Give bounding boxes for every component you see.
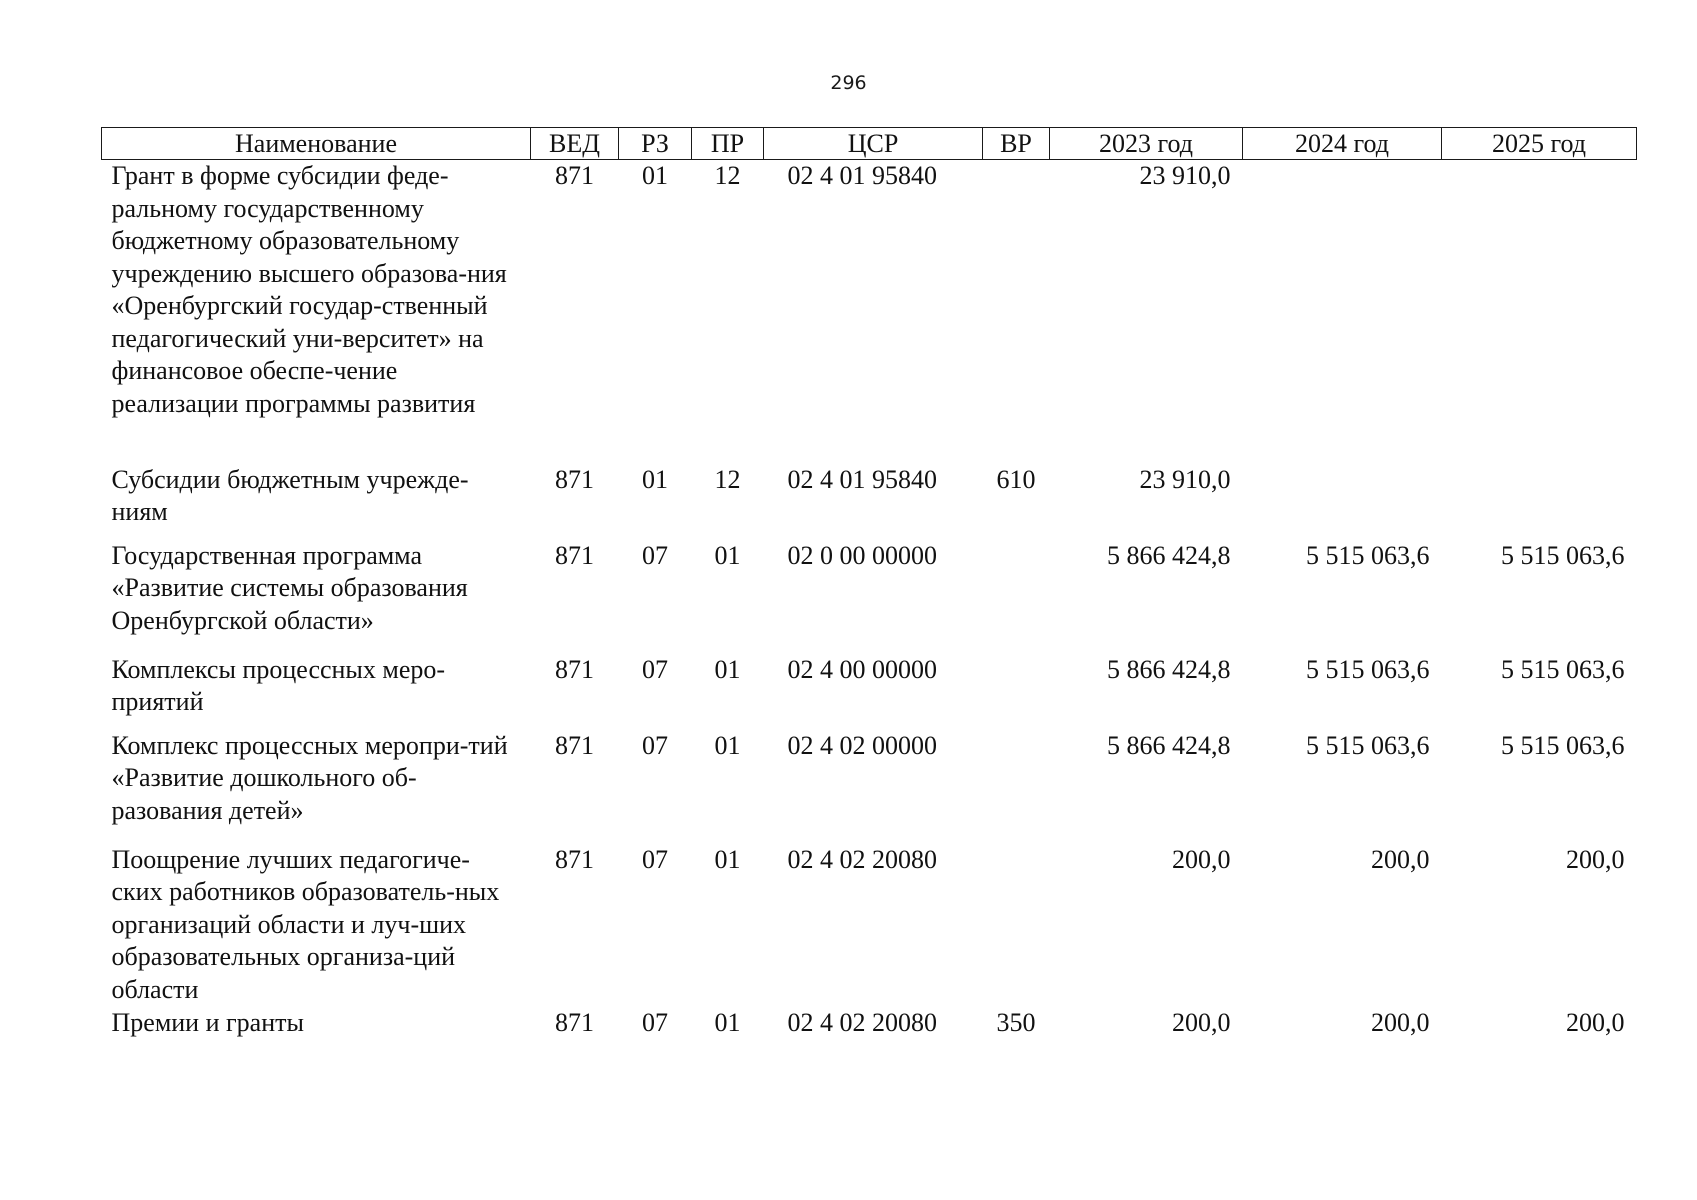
cell-2023: 200,0	[1172, 1007, 1231, 1037]
cell-pr: 01	[714, 1007, 741, 1037]
header-2024: 2024 год	[1243, 128, 1442, 160]
cell-name: Грант в форме субсидии феде-ральному государственному бюджетному образовательному учреждению высшего образова-ния «Оренбургский государ-ственный педагогический уни-верситет» на финансовое обеспе-чение реализации программы развития	[111, 161, 507, 418]
header-2025: 2025 год	[1442, 128, 1637, 160]
cell-csr: 02 4 00 00000	[787, 654, 937, 684]
cell-2023: 5 866 424,8	[1107, 540, 1231, 570]
cell-rz: 07	[642, 844, 668, 874]
cell-ved: 871	[555, 844, 594, 874]
header-rz: РЗ	[619, 128, 692, 160]
table-row	[102, 1007, 1637, 1047]
cell-2024: 5 515 063,6	[1306, 730, 1430, 760]
cell-pr: 12	[714, 161, 741, 190]
header-csr: ЦСР	[764, 128, 983, 160]
cell-2025	[1442, 464, 1637, 540]
header-vr: ВР	[983, 128, 1050, 160]
cell-rz: 07	[642, 654, 668, 684]
cell-csr: 02 4 02 20080	[787, 1007, 937, 1037]
table-row	[102, 730, 1637, 844]
cell-ved: 871	[555, 161, 594, 190]
table-row	[102, 540, 1637, 654]
cell-name: Комплекс процессных меропри-тий «Развитие дошкольного об-разования детей»	[111, 730, 508, 825]
header-ved: ВЕД	[531, 128, 619, 160]
cell-ved: 871	[555, 540, 594, 570]
cell-pr: 01	[714, 844, 741, 874]
cell-vr: 350	[996, 1007, 1036, 1037]
cell-pr: 01	[714, 540, 741, 570]
cell-2024: 5 515 063,6	[1306, 654, 1430, 684]
cell-2024: 200,0	[1371, 844, 1430, 874]
cell-name: Субсидии бюджетным учрежде-ниям	[111, 464, 469, 526]
header-2023: 2023 год	[1050, 128, 1243, 160]
budget-table	[101, 127, 1637, 1047]
cell-vr	[983, 654, 1050, 730]
cell-2025: 200,0	[1566, 1007, 1625, 1037]
cell-2023: 5 866 424,8	[1107, 730, 1231, 760]
cell-vr: 610	[996, 464, 1036, 494]
cell-2023: 5 866 424,8	[1107, 654, 1231, 684]
cell-csr: 02 4 01 95840	[787, 464, 937, 494]
cell-csr: 02 4 01 95840	[787, 161, 937, 190]
table-row	[102, 160, 1637, 464]
header-pr: ПР	[692, 128, 764, 160]
cell-2024	[1243, 464, 1442, 540]
cell-rz: 01	[642, 161, 668, 190]
cell-ved: 871	[555, 730, 594, 760]
cell-2023: 23 910,0	[1139, 161, 1231, 190]
cell-rz: 07	[642, 540, 668, 570]
header-name: Наименование	[102, 128, 531, 160]
cell-name: Поощрение лучших педагогиче-ских работников образователь-ных организаций области и луч-ших образовательных организа-ций области	[111, 844, 500, 1004]
cell-pr: 01	[714, 730, 741, 760]
cell-2025: 200,0	[1566, 844, 1625, 874]
cell-csr: 02 4 02 20080	[787, 844, 937, 874]
cell-2025: 5 515 063,6	[1501, 540, 1625, 570]
cell-vr	[983, 540, 1050, 654]
cell-csr: 02 0 00 00000	[787, 540, 937, 570]
cell-ved: 871	[555, 1007, 594, 1037]
cell-vr	[983, 160, 1050, 464]
cell-ved: 871	[555, 654, 594, 684]
cell-rz: 07	[642, 730, 668, 760]
table-row	[102, 844, 1637, 1007]
cell-rz: 07	[642, 1007, 668, 1037]
cell-name: Премии и гранты	[111, 1007, 304, 1037]
cell-ved: 871	[555, 464, 594, 494]
cell-2024: 200,0	[1371, 1007, 1430, 1037]
cell-csr: 02 4 02 00000	[787, 730, 937, 760]
cell-vr	[983, 844, 1050, 1007]
cell-2024	[1243, 160, 1442, 464]
cell-2025	[1442, 160, 1637, 464]
cell-2025: 5 515 063,6	[1501, 654, 1625, 684]
cell-2023: 200,0	[1172, 844, 1231, 874]
cell-pr: 01	[714, 654, 741, 684]
cell-vr	[983, 730, 1050, 844]
cell-2024: 5 515 063,6	[1306, 540, 1430, 570]
cell-name: Комплексы процессных меро-приятий	[111, 654, 446, 716]
cell-2023: 23 910,0	[1139, 464, 1231, 494]
page-number: 296	[830, 72, 867, 94]
table-row	[102, 654, 1637, 730]
table-header-row	[102, 128, 1637, 160]
cell-rz: 01	[642, 464, 668, 494]
table-row	[102, 464, 1637, 540]
cell-2025: 5 515 063,6	[1501, 730, 1625, 760]
cell-pr: 12	[714, 464, 741, 494]
cell-name: Государственная программа «Развитие системы образования Оренбургской области»	[111, 540, 468, 635]
